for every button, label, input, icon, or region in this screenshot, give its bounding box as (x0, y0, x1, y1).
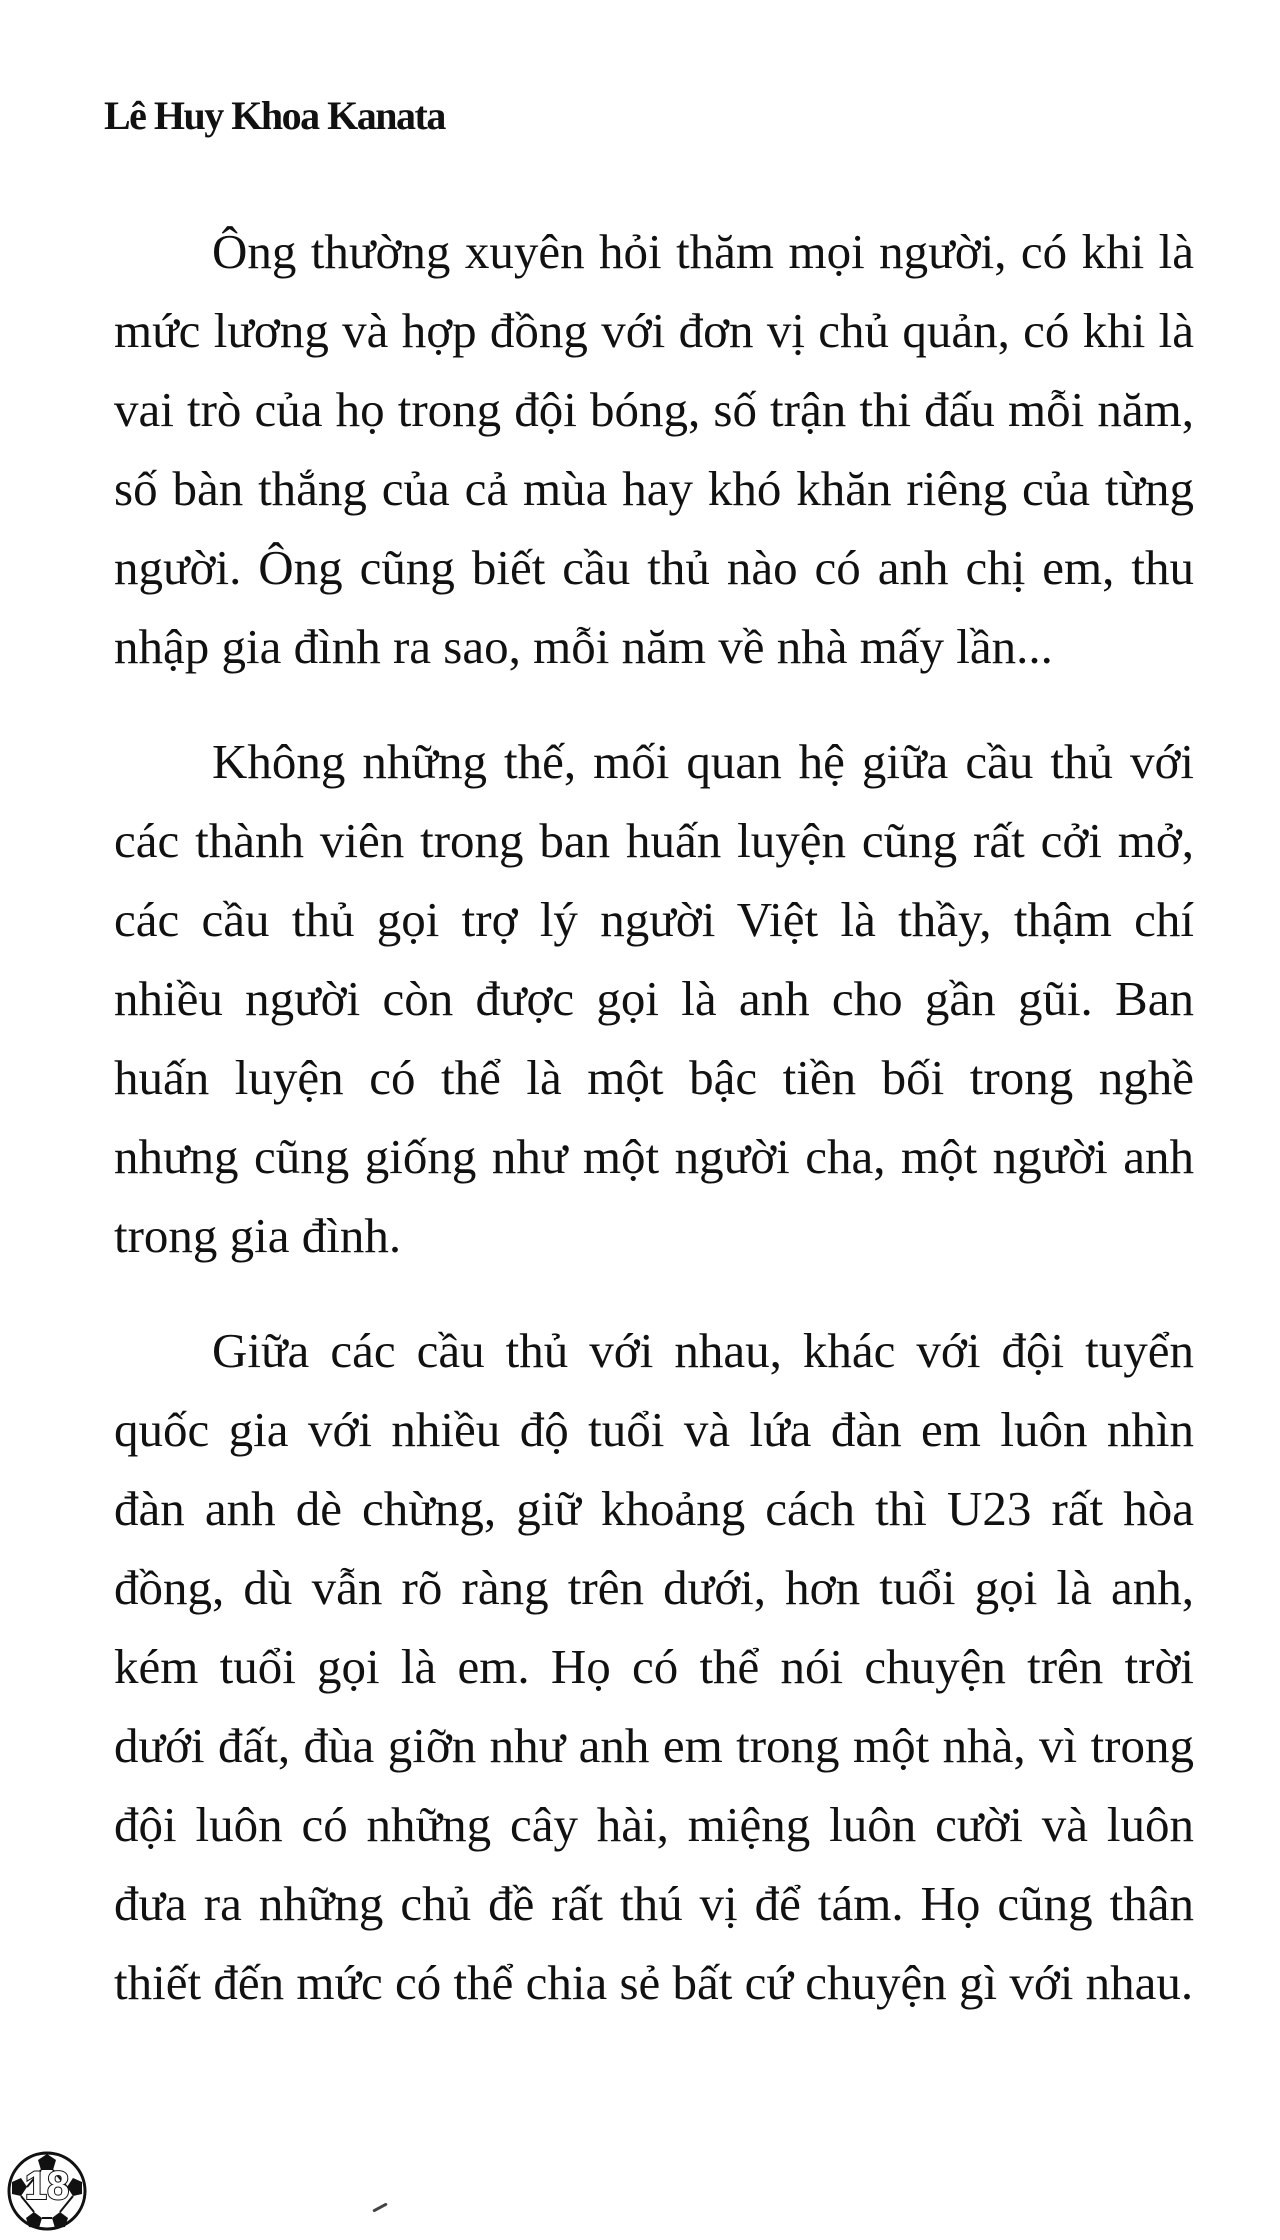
page-number: 18 (24, 2164, 70, 2208)
page-number-badge (4, 2148, 90, 2234)
paragraph-1: Ông thường xuyên hỏi thăm mọi người, có khi là mức lương và hợp đồng với đơn vị chủ quản, có khi là vai trò của họ trong đội bóng, số trận thi đấu mỗi năm, số bàn thắng của cả mùa hay khó khăn riêng của từng người. Ông cũng biết cầu thủ nào có anh chị em, thu nhập gia đình ra sao, mỗi năm về nhà mấy lần... (114, 224, 1194, 674)
running-header-author: Lê Huy Khoa Kanata (104, 93, 445, 138)
print-speck (372, 2202, 388, 2212)
paragraph-3: Giữa các cầu thủ với nhau, khác với đội tuyển quốc gia với nhiều độ tuổi và lứa đàn em luôn nhìn đàn anh dè chừng, giữ khoảng cách thì U23 rất hòa đồng, dù vẫn rõ ràng trên dưới, hơn tuổi gọi là anh, kém tuổi gọi là em. Họ có thể nói chuyện trên trời dưới đất, đùa giỡn như anh em trong một nhà, vì trong đội luôn có những cây hài, miệng luôn cười và luôn đưa ra những chủ đề rất thú vị để tám. Họ cũng thân thiết đến mức có thể chia sẻ bất cứ chuyện gì với nhau. (114, 1323, 1194, 2010)
body-text (114, 212, 1194, 2022)
paragraph-2: Không những thế, mối quan hệ giữa cầu thủ với các thành viên trong ban huấn luyện cũng rất cởi mở, các cầu thủ gọi trợ lý người Việt là thầy, thậm chí nhiều người còn được gọi là anh cho gần gũi. Ban huấn luyện có thể là một bậc tiền bối trong nghề nhưng cũng giống như một người cha, một người anh trong gia đình. (114, 734, 1194, 1263)
